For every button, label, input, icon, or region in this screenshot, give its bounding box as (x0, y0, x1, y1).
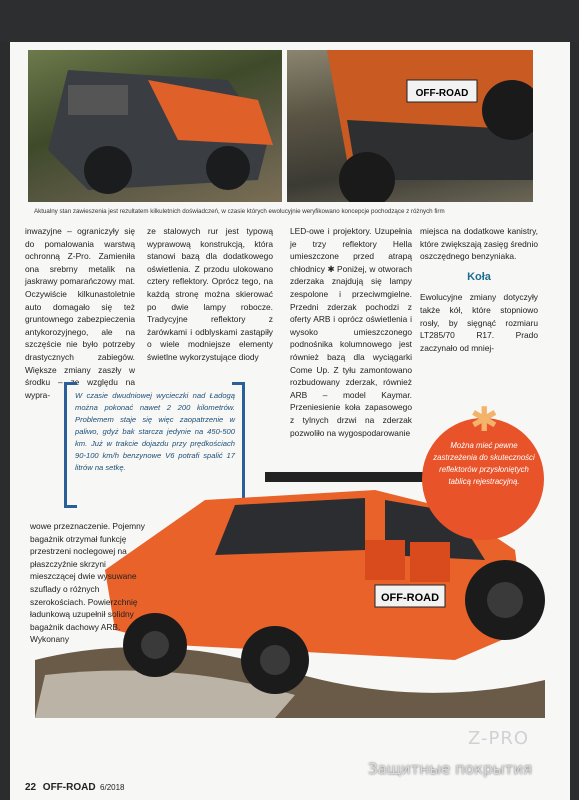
photo-front-suspension-drawing (28, 50, 282, 202)
watermark-brand: Z-PRO (468, 728, 530, 749)
page-footer (25, 782, 125, 793)
photo-caption: Aktualny stan zawieszenia jest rezultatem kilkuletnich doświadczeń, w czasie których ewolucyjnie weryfikowano koncepcje pochodzące z różnych firm (34, 208, 445, 215)
magazine-logo: OFF-ROAD (42, 782, 96, 793)
photo-front-suspension (28, 50, 282, 202)
plate-text-rear: OFF-ROAD (415, 88, 469, 99)
article-column-3: LED-owe i projektory. Uzupełnia je trzy reflektory Hella umieszczone przed atrapą chłodnicy ✱ Poniżej, w otworach zderzaka znajdują się lampy zespolone i przeciwmgielne. Przedni zderzak pochodzi z oferty ARB i oprócz oświetlenia i wysoko umieszczonego podnośnika kolumnowego jest również bazą dla wyciągarki Come Up. Z tyłu zamontowano rozbudowany zderzak, również ARB – model Kaymar. Przeniesienie koła zapasowego z tylnych drzwi na zderzak pozwoliło na wygospodarowanie (290, 226, 412, 438)
column-4-paragraph-1: miejsca na dodatkowe kanistry, które zwiększają zasięg średnio oszczędnego benzyniaka. (420, 226, 538, 262)
column-4-paragraph-2: Ewolucyjne zmiany dotyczyły także kół, które stopniowo rosły, by sięgnąć rozmiaru LT285/70 R17. Prado zaczynało od mniej- (420, 292, 538, 353)
watermark-text: Защитные покрытия (368, 760, 532, 778)
pull-quote: W czasie dwudniowej wycieczki nad Ładogą można pokonać nawet 2 200 kilometrów. Problemem staje się więc zaopatrzenie w paliwo, gdyż bak starcza jedynie na 450-500 km. Już w trakcie dojazdu przy prędkościach 90-100 km/h benzynowe V6 potrafi spalić 17 litrów na setkę. (75, 391, 235, 472)
asterisk-icon: ✱ (470, 401, 499, 439)
page-number: 22 (25, 782, 37, 793)
plate-text-main: OFF-ROAD (380, 592, 440, 604)
article-column-1: inwazyjne – ograniczyły się do pomalowania warstwą ochronną Z-Pro. Zamieniła ona srebrny metalik na jaskrawy pomarańczowy mat. Oczywiście kilkunastoletnie auto domagało się też gruntownego zabezpieczenia antykorozyjnego, ale na szczęście nie było potrzeby drastycznych zabiegów. Większe zmiany zaszły w środku – ze względu na wypra- (25, 226, 135, 400)
issue-number: 6/2018 (100, 783, 125, 792)
article-column-lower: wowe przeznaczenie. Pojemny bagażnik otrzymał funkcję przestrzeni noclegowej na płaszczyźnie skrzyni mieszczącej dwie wysuwane szuflady o różnych szerokościach. Powierzchnię ładunkową uzupełnił solidny bagażnik dachowy ARB. Wykonany (30, 521, 145, 645)
badge-text: Można mieć pewne zastrzeżenia do skuteczności reflektorów przysłoniętych tablicą rejestracyjną. (433, 441, 535, 486)
section-heading-kola: Koła (467, 270, 491, 283)
article-column-4 (420, 225, 538, 354)
photo-rear-suspension (287, 50, 533, 202)
photo-rear-suspension-drawing (287, 50, 533, 202)
scan-background (0, 0, 579, 42)
article-column-2: ze stalowych rur jest typową wyprawową konstrukcją, która stanowi bazą dla dodatkowego oświetlenia. Z przodu ulokowano cztery reflektory. Oprócz tego, na każdą stronę można skierować po dwie lampy robocze. Tradycyjne reflektory z żarówkami i odblyskami zastąpiły o wiele modniejsze elementy świetlne wykorzystujące diody (147, 226, 273, 362)
